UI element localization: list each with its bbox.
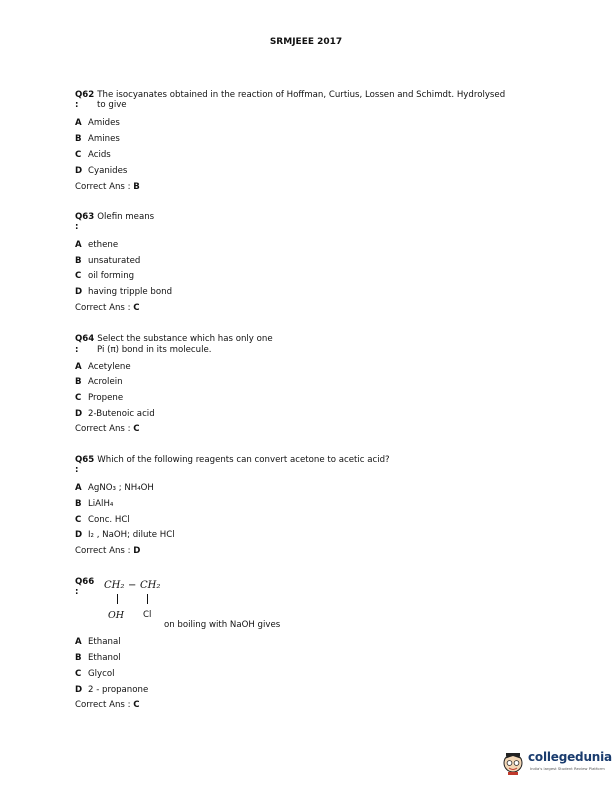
- question-65: [75, 455, 390, 475]
- option-c: C Glycol: [75, 669, 115, 679]
- question-number: Q65: [75, 455, 95, 465]
- option-a: A ethene: [75, 240, 119, 250]
- collegedunia-logo: [500, 747, 612, 777]
- question-number: Q63: [75, 212, 95, 222]
- option-d: D 2 - propanone: [75, 685, 149, 695]
- option-d: D I₂ , NaOH; dilute HCl: [75, 530, 175, 540]
- option-b: B Acrolein: [75, 377, 123, 387]
- structure-left-sub: OH: [108, 610, 125, 621]
- question-63: [75, 212, 155, 232]
- structure-right-sub: Cl: [143, 610, 152, 620]
- question-number: Q64: [75, 334, 95, 344]
- question-text: Olefin means: [97, 212, 155, 222]
- option-b: B Ethanol: [75, 653, 121, 663]
- question-64: [75, 334, 273, 355]
- structure-bond-left: [117, 594, 118, 604]
- question-text: Which of the following reagents can convert acetone to acetic acid?: [97, 455, 390, 465]
- option-c: C oil forming: [75, 271, 135, 281]
- question-text-continued: to give: [97, 100, 127, 110]
- option-b: B LiAlH₄: [75, 499, 114, 509]
- option-b: B unsaturated: [75, 256, 141, 266]
- mascot-icon: [500, 747, 526, 775]
- structure-bond-right: [147, 594, 148, 604]
- question-colon: :: [75, 465, 79, 475]
- option-d: D Cyanides: [75, 166, 128, 176]
- question-text: The isocyanates obtained in the reaction of Hoffman, Curtius, Lossen and Schimdt. Hydrolysed: [97, 90, 506, 100]
- option-d: D having tripple bond: [75, 287, 173, 297]
- correct-answer: Correct Ans : D: [75, 546, 141, 556]
- question-colon: :: [75, 345, 79, 355]
- chemical-structure: [100, 580, 170, 625]
- question-text: on boiling with NaOH gives: [164, 620, 281, 630]
- structure-bond-dash: −: [128, 580, 137, 591]
- option-c: C Conc. HCl: [75, 515, 130, 525]
- correct-answer: Correct Ans : C: [75, 700, 140, 710]
- question-number: Q62: [75, 90, 95, 100]
- option-d: D 2-Butenoic acid: [75, 409, 155, 419]
- page-title: SRMJEEE 2017: [269, 37, 343, 47]
- question-number: Q66: [75, 577, 95, 587]
- structure-right-group: CH₂: [140, 580, 161, 591]
- option-b: B Amines: [75, 134, 120, 144]
- option-c: C Propene: [75, 393, 124, 403]
- question-text: Select the substance which has only one: [97, 334, 273, 344]
- correct-answer: Correct Ans : B: [75, 182, 140, 192]
- option-c: C Acids: [75, 150, 111, 160]
- correct-answer: Correct Ans : C: [75, 424, 140, 434]
- option-a: A Ethanal: [75, 637, 121, 647]
- question-66: [75, 577, 97, 587]
- question-colon: :: [75, 587, 79, 597]
- option-a: A AgNO₃ ; NH₄OH: [75, 483, 154, 493]
- question-text-continued: Pi (π) bond in its molecule.: [97, 345, 212, 355]
- structure-left-group: CH₂: [104, 580, 125, 591]
- correct-answer: Correct Ans : C: [75, 303, 140, 313]
- option-a: A Amides: [75, 118, 120, 128]
- question-colon: :: [75, 222, 79, 232]
- question-62: [75, 90, 506, 110]
- logo-brand: collegedunia: [528, 750, 612, 764]
- option-a: A Acetylene: [75, 362, 131, 372]
- question-colon: :: [75, 100, 79, 110]
- logo-tagline: India's largest Student Review Platform: [530, 766, 605, 771]
